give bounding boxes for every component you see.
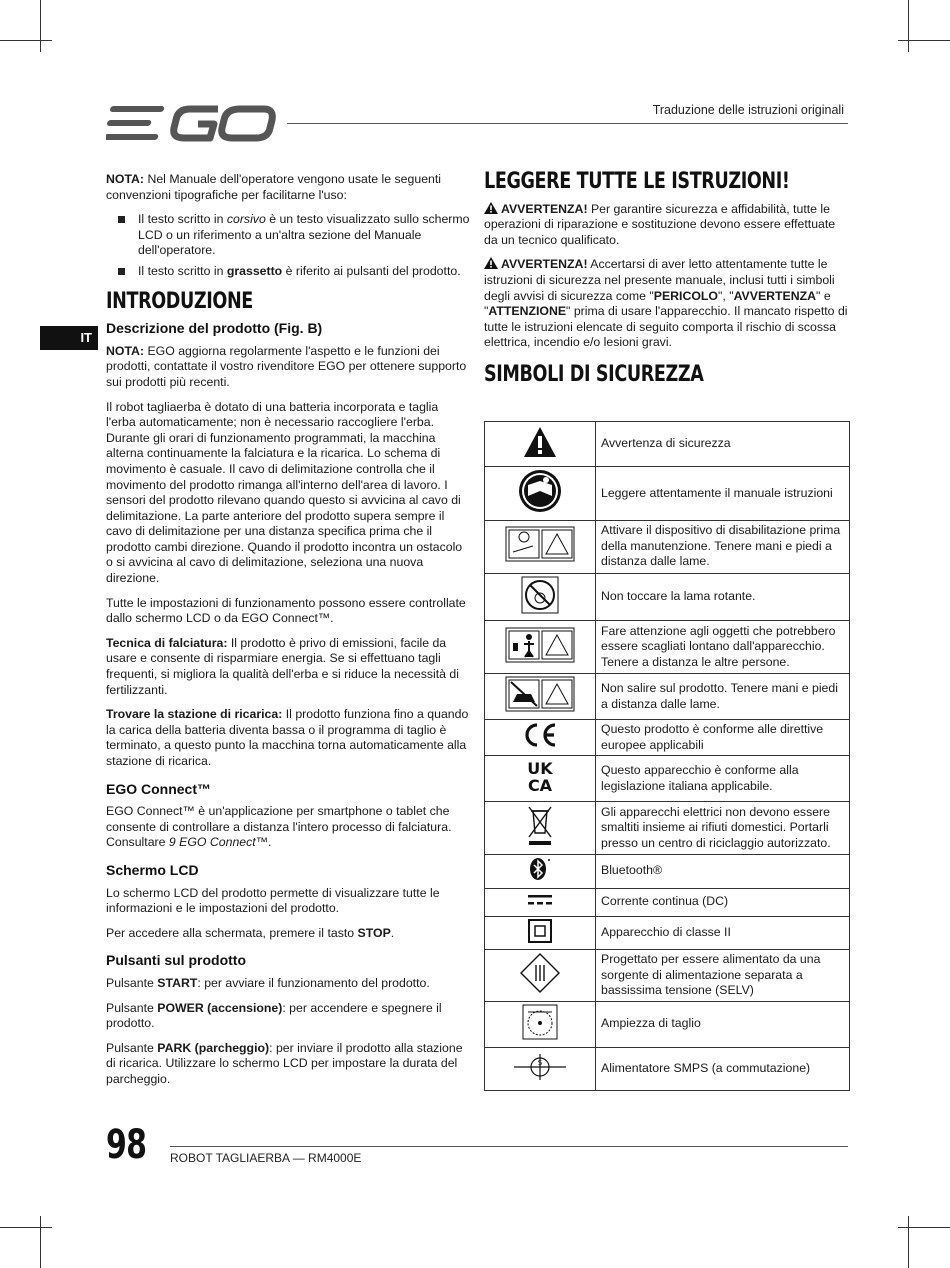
table-row [485, 520, 850, 573]
symbol-description: Non toccare la lama rotante. [596, 573, 850, 621]
smps-icon [510, 1050, 570, 1084]
table-row [485, 674, 850, 720]
symbol-description: Corrente continua (DC) [596, 888, 850, 916]
description-paragraph: Il robot tagliaerba è dotato di una batteria incorporata e taglia l'erba automaticamente; non è necessario raccogliere l'erba. Durante gli orari di funzionamento programmati, la macchina alterna continuamente la falciatura e la ricarica. Lo schema di movimento è casuale. Il cavo di delimitazione controlla che il movimento del prodotto rimanga all'interno dell'area di lavoro. I sensori del prodotto rilevano quando questo si avvicina al cavo di delimitazione. La parte anteriore del prodotto supera sempre il cavo di delimitazione per una distanza specifica prima che il prodotto cambi direzione. Quando il prodotto incontra un ostacolo o si avvicina al cavo di delimitazione, seleziona una nuova direzione. [106, 399, 463, 586]
symbol-description: Leggere attentamente il manuale istruzioni [596, 467, 850, 521]
table-row [485, 801, 850, 854]
footer-rule [170, 1146, 848, 1147]
language-tab: IT [40, 326, 98, 350]
table-row [485, 1047, 850, 1091]
svg-text:S: S [537, 1058, 543, 1067]
intro-heading: INTRODUZIONE [106, 288, 253, 314]
read-instructions-heading: LEGGERE TUTTE LE ISTRUZIONI! [484, 169, 790, 194]
start-button-desc: Pulsante START: per avviare il funzionamento del prodotto. [106, 975, 430, 990]
symbols-table [484, 421, 850, 1091]
crop-mark [0, 40, 52, 41]
crop-mark [40, 0, 41, 52]
svg-text:CA: CA [527, 776, 553, 795]
buttons-heading: Pulsanti sul prodotto [106, 952, 246, 969]
mowing-paragraph: Tecnica di falciatura: Il prodotto è privo di emissioni, facile da usare e consente di risparmiare energia. Se si effettuano tagli frequenti, si migliora la qualità dell'erba e si riduce la necessità di fertilizzanti. [106, 635, 459, 697]
crop-mark [40, 1216, 41, 1268]
ukca-mark-icon [522, 758, 558, 794]
warning-icon [484, 257, 498, 269]
read-manual-icon [518, 469, 562, 513]
bluetooth-icon [528, 857, 552, 881]
symbol-description: Fare attenzione agli oggetti che potrebbero essere scagliati lontano dall'apparecchio. Tenere a distanza le altre persone. [596, 621, 850, 674]
ce-mark-icon [522, 722, 558, 748]
thrown-objects-icon [505, 627, 575, 663]
class-ii-icon [528, 919, 552, 943]
crop-mark [898, 40, 950, 41]
lcd-paragraph: Lo schermo LCD del prodotto permette di visualizzare tutte le informazioni e le impostazioni del prodotto. [106, 885, 440, 916]
list-item: Il testo scritto in corsivo è un testo visualizzato sullo schermo LCD o un riferimento a un'altra sezione del Manuale dell'operatore. [106, 212, 470, 259]
symbol-description: Attivare il dispositivo di disabilitazione prima della manutenzione. Tenere mani e piedi a distanza dalle lame. [596, 520, 850, 573]
symbol-description: Avvertenza di sicurezza [596, 422, 850, 467]
dc-current-icon [527, 893, 553, 907]
safety-alert-icon [523, 426, 557, 458]
weee-bin-icon [527, 805, 553, 847]
header-rule [287, 123, 848, 124]
ego-connect-heading: EGO Connect™ [106, 780, 212, 797]
table-row [485, 621, 850, 674]
selv-icon [519, 952, 561, 994]
symbol-description: Questo apparecchio è conforme alla legislazione italiana applicabile. [596, 756, 850, 802]
cutting-width-icon [522, 1004, 558, 1040]
right-column [484, 169, 850, 395]
park-button-desc: Pulsante PARK (parcheggio): per inviare il prodotto alla stazione di ricarica. Utilizzare lo schermo LCD per impostare la durata del parcheggio. [106, 1040, 463, 1086]
symbol-description: Progettato per essere alimentato da una sorgente di alimentazione separata a bassissima tensione (SELV) [596, 950, 850, 1002]
symbol-description: Gli apparecchi elettrici non devono essere smaltiti insieme ai rifiuti domestici. Portarli presso un centro di riciclaggio autorizzato. [596, 801, 850, 854]
table-row [485, 573, 850, 621]
disable-device-icon [505, 526, 575, 562]
warning-paragraph: AVVERTENZA! Per garantire sicurezza e affidabilità, tutte le operazioni di riparazione e sostituzione devono essere effettuate da un tecnico qualificato. [484, 201, 836, 247]
table-row [485, 756, 850, 802]
symbol-description: Alimentatore SMPS (a commutazione) [596, 1047, 850, 1091]
ego-connect-paragraph: EGO Connect™ è un'applicazione per smartphone o tablet che consente di controllare a distanza l'intero processo di falciatura. Consultare 9 EGO Connect™. [106, 804, 452, 850]
crop-mark [908, 0, 909, 52]
crop-mark [898, 1227, 950, 1228]
note-paragraph: NOTA: EGO aggiorna regolarmente l'aspetto e le funzioni dei prodotti, contattate il vostro rivenditore EGO per ottenere supporto sui prodotti più recenti. [106, 343, 467, 389]
table-row [485, 950, 850, 1002]
table-row [485, 467, 850, 521]
svg-text:UK: UK [527, 759, 553, 779]
note-text: Nel Manuale dell'operatore vengono usate le seguenti convenzioni tipografiche per facilitarne l'uso: [106, 172, 442, 202]
crop-mark [0, 1227, 52, 1228]
warning-paragraph: AVVERTENZA! Accertarsi di aver letto attentamente tutte le istruzioni di sicurezza nel presente manuale, inclusi tutti i simboli degli avvisi di sicurezza come "PERICOLO", "AVVERTENZA" e "ATTENZIONE" prima di usare l'apparecchio. Il mancato rispetto di tutte le istruzioni elencate di seguito comporta il rischio di scossa elettrica, incendio e/o lesioni gravi. [484, 257, 848, 350]
symbol-description: Apparecchio di classe II [596, 916, 850, 950]
conventions-list [106, 212, 470, 279]
charging-paragraph: Trovare la stazione di ricarica: Il prodotto funziona fino a quando la carica della batteria diventa bassa o il programma di taglio è terminato, a questo punto la macchina torna automaticamente alla stazione di ricarica. [106, 707, 469, 768]
note-paragraph [106, 172, 470, 203]
header-subtitle: Traduzione delle istruzioni originali [652, 103, 844, 117]
table-row [485, 422, 850, 467]
symbol-description: Ampiezza di taglio [596, 1001, 850, 1047]
ego-logo [106, 100, 278, 146]
no-ride-icon [505, 676, 575, 712]
table-row [485, 916, 850, 950]
table-row [485, 854, 850, 888]
page-number: 98 [106, 1122, 147, 1168]
settings-paragraph: Tutte le impostazioni di funzionamento possono essere controllate dallo schermo LCD o da EGO Connect™. [106, 595, 466, 626]
description-heading: Descrizione del prodotto (Fig. B) [106, 320, 323, 337]
table-row [485, 720, 850, 756]
lcd-heading: Schermo LCD [106, 861, 199, 878]
footer-doc-title: ROBOT TAGLIAERBA — RM4000E [170, 1151, 362, 1165]
left-column [106, 172, 470, 1097]
symbol-description: Questo prodotto è conforme alle direttive europee applicabili [596, 720, 850, 756]
lcd-access-paragraph: Per accedere alla schermata, premere il tasto STOP. [106, 925, 395, 940]
table-row [485, 888, 850, 916]
crop-mark [908, 1216, 909, 1268]
power-button-desc: Pulsante POWER (accensione): per accendere e spegnere il prodotto. [106, 1000, 442, 1031]
note-label: NOTA: [106, 172, 145, 186]
list-item: Il testo scritto in grassetto è riferito ai pulsanti del prodotto. [106, 264, 470, 280]
safety-symbols-heading: SIMBOLI DI SICUREZZA [484, 361, 704, 387]
table-row [485, 1001, 850, 1047]
no-touch-blade-icon [521, 576, 559, 614]
symbol-description: Non salire sul prodotto. Tenere mani e piedi a distanza dalle lame. [596, 674, 850, 720]
symbol-description: Bluetooth® [596, 854, 850, 888]
warning-icon [484, 202, 498, 214]
